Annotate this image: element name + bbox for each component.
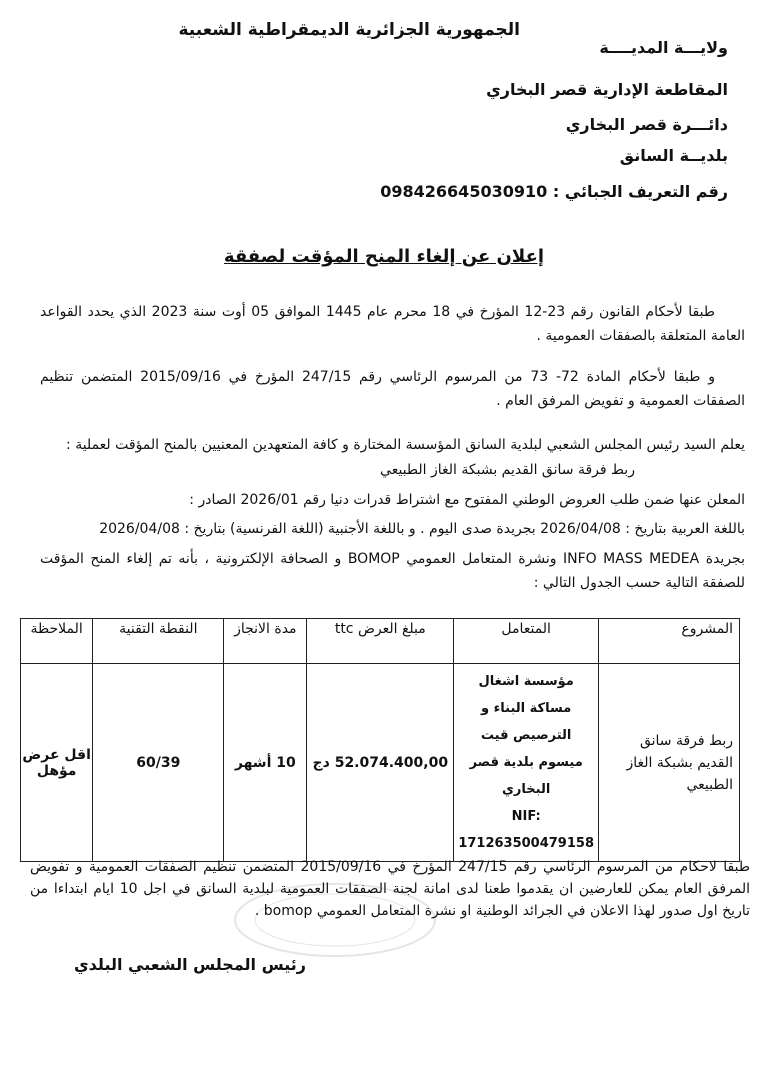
operation-name: ربط فرقة سانق القديم بشبكة الغاز الطبيعي — [380, 462, 635, 478]
contractor-name: مؤسسة اشغال مساكة البناء و الترصيص قيت ميسوم بلدية قصر البخاري — [469, 674, 583, 797]
tax-id-value: 098426645030910 — [380, 182, 548, 201]
header-duration: مدة الانجاز — [224, 619, 307, 664]
paragraph-law-reference: طبقا لأحكام القانون رقم 23-12 المؤرخ في 18 محرم عام 1445 الموافق 05 أوت سنة 2023 الذي يحدد القواعد العامة المتعلقة بالصفقات العمومية . — [40, 304, 745, 344]
contractor-nif: 171263500479158 — [458, 836, 594, 851]
wilaya-line: ولايـــة المديــــة — [599, 38, 728, 57]
daira-line: دائـــرة قصر البخاري — [565, 115, 728, 134]
header-contractor: المتعامل — [454, 619, 599, 664]
header-technical-score: النقطة التقنية — [93, 619, 224, 664]
paragraph-notification: يعلم السيد رئيس المجلس الشعبي لبلدية السانق المؤسسة المختارة و كافة المتعهدين المعنيين بالمنح المؤقت لعملية : — [66, 437, 745, 453]
cell-note: اقل عرض مؤهل — [21, 664, 93, 862]
cell-duration: 10 أشهر — [224, 664, 307, 862]
stamp-mark — [230, 880, 440, 960]
table-header-row — [21, 619, 740, 664]
header-project: المشروع — [599, 619, 740, 664]
republic-heading: الجمهورية الجزائرية الديمقراطية الشعبية — [178, 20, 520, 40]
announcement-title: إعلان عن إلغاء المنح المؤقت لصفقة — [223, 246, 545, 267]
header-note: الملاحظة — [21, 619, 93, 664]
appeal-paragraph: طبقا لاحكام من المرسوم الرئاسي رقم 247/15 المؤرخ في 2015/09/16 المتضمن تنظيم الصفقات العمومية و تفويض المرفق العام يمكن للعارضين ان يقدموا طعنا لدى امانة لجنة الصفقات العمومية لبلدية السانق في اجل 10 ايام ابتداءا من تاريخ اول صدور لهذا الاعلان في الجرائد الوطنية او نشرة المتعامل العمومي bomop . — [30, 859, 751, 919]
paragraph-cancellation: بجريدة INFO MASS MEDEA ونشرة المتعامل العمومي BOMOP و الصحافة الإلكترونية ، بأنه تم إلغاء المنح المؤقت للصفقة التالية حسب الجدول التالي : — [40, 551, 745, 591]
signature-title: رئيس المجلس الشعبي البلدي — [74, 955, 306, 974]
paragraph-tender: المعلن عنها ضمن طلب العروض الوطني المفتوح مع اشتراط قدرات دنيا رقم 2026/01 الصادر : — [189, 492, 745, 508]
tax-id-label: رقم التعريف الجبائي : — [552, 182, 728, 201]
tax-id-line — [380, 182, 728, 201]
cell-project: ربط فرقة سانق القديم بشبكة الغاز الطبيعي — [599, 664, 740, 862]
cell-technical-score: 60/39 — [93, 664, 224, 862]
muqataa-line: المقاطعة الإدارية قصر البخاري — [486, 80, 728, 99]
contractor-nif-label: NIF: — [511, 809, 541, 824]
award-table — [20, 618, 740, 862]
baladia-line: بلديــة السانق — [619, 146, 728, 165]
header-amount: مبلغ العرض ttc — [307, 619, 454, 664]
cell-contractor — [454, 664, 599, 862]
cell-amount: 52.074.400,00 دج — [307, 664, 454, 862]
paragraph-publication-dates: باللغة العربية بتاريخ : 2026/04/08 بجريدة صدى اليوم . و باللغة الأجنبية (اللغة الفرنسية) بتاريخ : 2026/04/08 — [99, 521, 745, 537]
paragraph-decree-reference: و طبقا لأحكام المادة 72- 73 من المرسوم الرئاسي رقم 247/15 المؤرخ في 2015/09/16 المتضمن تنظيم الصفقات العمومية و تفويض المرفق العام . — [40, 369, 745, 409]
table-row — [21, 664, 740, 862]
